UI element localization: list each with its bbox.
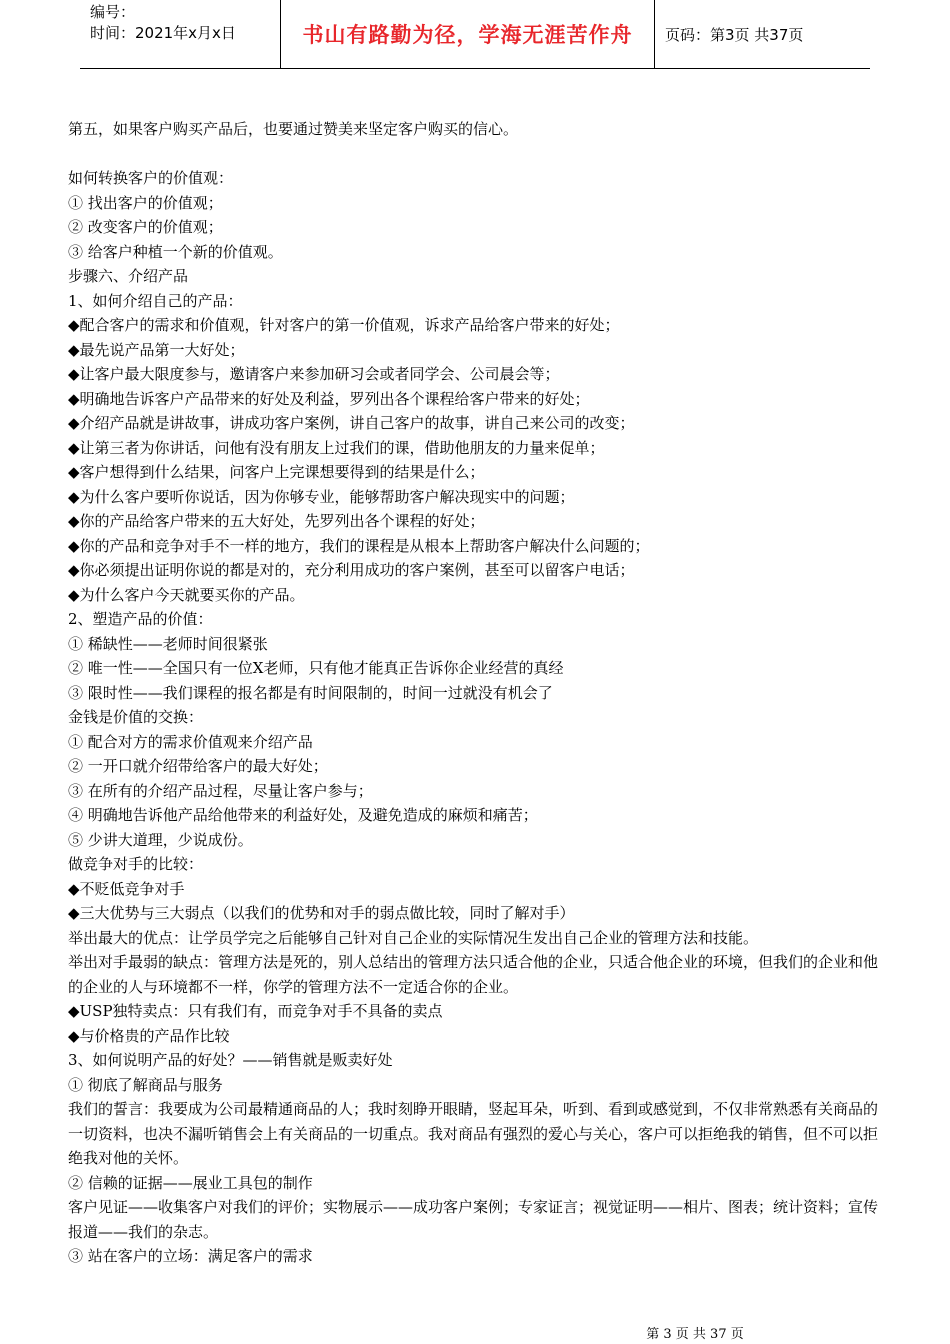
bullet-item: ◆让第三者为你讲话，问他有没有朋友上过我们的课，借助他朋友的力量来促单； [68,438,605,457]
paragraph: 客户见证——收集客户对我们的评价；实物展示——成功客户案例；专家证言；视觉证明——相片、图表；统计资料；宣传报道——我们的杂志。 [68,1198,879,1241]
page-footer: 第 3 页 共 37 页 [646,1327,744,1342]
bullet-item: ◆配合客户的需求和价值观，针对客户的第一价值观，诉求产品给客户带来的好处； [68,316,620,334]
text-line: ① 找出客户的价值观； [68,193,223,212]
page-header [80,0,870,69]
text-line: 2、塑造产品的价值： [68,610,213,628]
text-line: 3、如何说明产品的好处？——销售就是贩卖好处 [68,1051,393,1069]
text-line: ③ 在所有的介绍产品过程，尽量让客户参与； [68,781,373,800]
bullet-item: ◆最先说产品第一大好处； [68,340,245,359]
bullet-item: ◆介绍产品就是讲故事，讲成功客户案例，讲自己客户的故事，讲自己来公司的改变； [68,414,635,432]
header-meta [80,0,281,68]
text-line: ① 稀缺性——老师时间很紧张 [68,634,268,653]
text-line: 如何转换客户的价值观： [68,169,234,187]
text-line: ② 改变客户的价值观； [68,218,223,236]
text-line: ④ 明确地告诉他产品给他带来的利益好处，及避免造成的麻烦和痛苦； [68,806,538,824]
bullet-item: ◆你的产品给客户带来的五大好处，先罗列出各个课程的好处； [68,512,485,530]
header-motto: 书山有路勤为径，学海无涯苦作舟 [281,0,655,68]
bullet-item: ◆你必须提出证明你说的都是对的，充分利用成功的客户案例，甚至可以留客户电话； [68,561,635,579]
document-body [68,117,883,1269]
bullet-item: ◆不贬低竞争对手 [68,879,185,898]
section-heading: 步骤六、介绍产品 [68,267,189,285]
text-line: ① 彻底了解商品与服务 [68,1075,223,1094]
text-line: 金钱是价值的交换： [68,708,204,726]
number-label: 编号： [90,3,136,21]
header-page-label: 页码：第3页 共37页 [665,25,804,44]
bullet-item: ◆USP独特卖点：只有我们有，而竞争对手不具备的卖点 [68,1002,443,1020]
paragraph: 举出最大的优点：让学员学完之后能够自己针对自己企业的实际情况生发出自己企业的管理方法和技能。 [68,928,759,947]
paragraph: 我们的誓言：我要成为公司最精通商品的人；我时刻睁开眼睛，竖起耳朵，听到、看到或感觉到，不仅非常熟悉有关商品的一切资料，也决不漏听销售会上有关商品的一切重点。我对商品有强烈的爱心与关心，客户可以拒绝我的销售，但不可以拒绝我对他的关怀。 [68,1100,879,1167]
bullet-item: ◆三大优势与三大弱点（以我们的优势和对手的弱点做比较，同时了解对手） [68,904,575,922]
text-line: ② 一开口就介绍带给客户的最大好处； [68,757,328,775]
bullet-item: ◆让客户最大限度参与，邀请客户来参加研习会或者同学会、公司晨会等； [68,365,560,383]
text-line: ③ 站在客户的立场：满足客户的需求 [68,1247,313,1265]
text-line: 第五，如果客户购买产品后，也要通过赞美来坚定客户购买的信心。 [68,120,519,138]
text-line: ⑤ 少讲大道理，少说成份。 [68,830,253,849]
text-line: ③ 给客户种植一个新的价值观。 [68,242,283,261]
text-line: ② 信赖的证据——展业工具包的制作 [68,1173,313,1192]
text-line: ③ 限时性——我们课程的报名都是有时间限制的，时间一过就没有机会了 [68,683,553,702]
time-label: 时间：2021年x月x日 [90,24,236,42]
bullet-item: ◆为什么客户要听你说话，因为你够专业，能够帮助客户解决现实中的问题； [68,487,575,506]
bullet-item: ◆为什么客户今天就要买你的产品。 [68,585,305,604]
text-line: ② 唯一性——全国只有一位X老师，只有他才能真正告诉你企业经营的真经 [68,659,564,677]
paragraph: 举出对手最弱的缺点：管理方法是死的，别人总结出的管理方法只适合他的企业，只适合他企业的环境，但我们的企业和他的企业的人与环境都不一样，你学的管理方法不一定适合你的企业。 [68,953,879,996]
bullet-item: ◆明确地告诉客户产品带来的好处及利益，罗列出各个课程给客户带来的好处； [68,389,590,408]
bullet-item: ◆与价格贵的产品作比较 [68,1026,230,1045]
blank-line [68,142,883,167]
text-line: ① 配合对方的需求价值观来介绍产品 [68,732,313,751]
text-line: 1、如何介绍自己的产品： [68,291,243,310]
bullet-item: ◆客户想得到什么结果，问客户上完课想要得到的结果是什么； [68,463,485,481]
text-line: 做竞争对手的比较： [68,855,204,873]
bullet-item: ◆你的产品和竞争对手不一样的地方，我们的课程是从根本上帮助客户解决什么问题的； [68,536,650,555]
